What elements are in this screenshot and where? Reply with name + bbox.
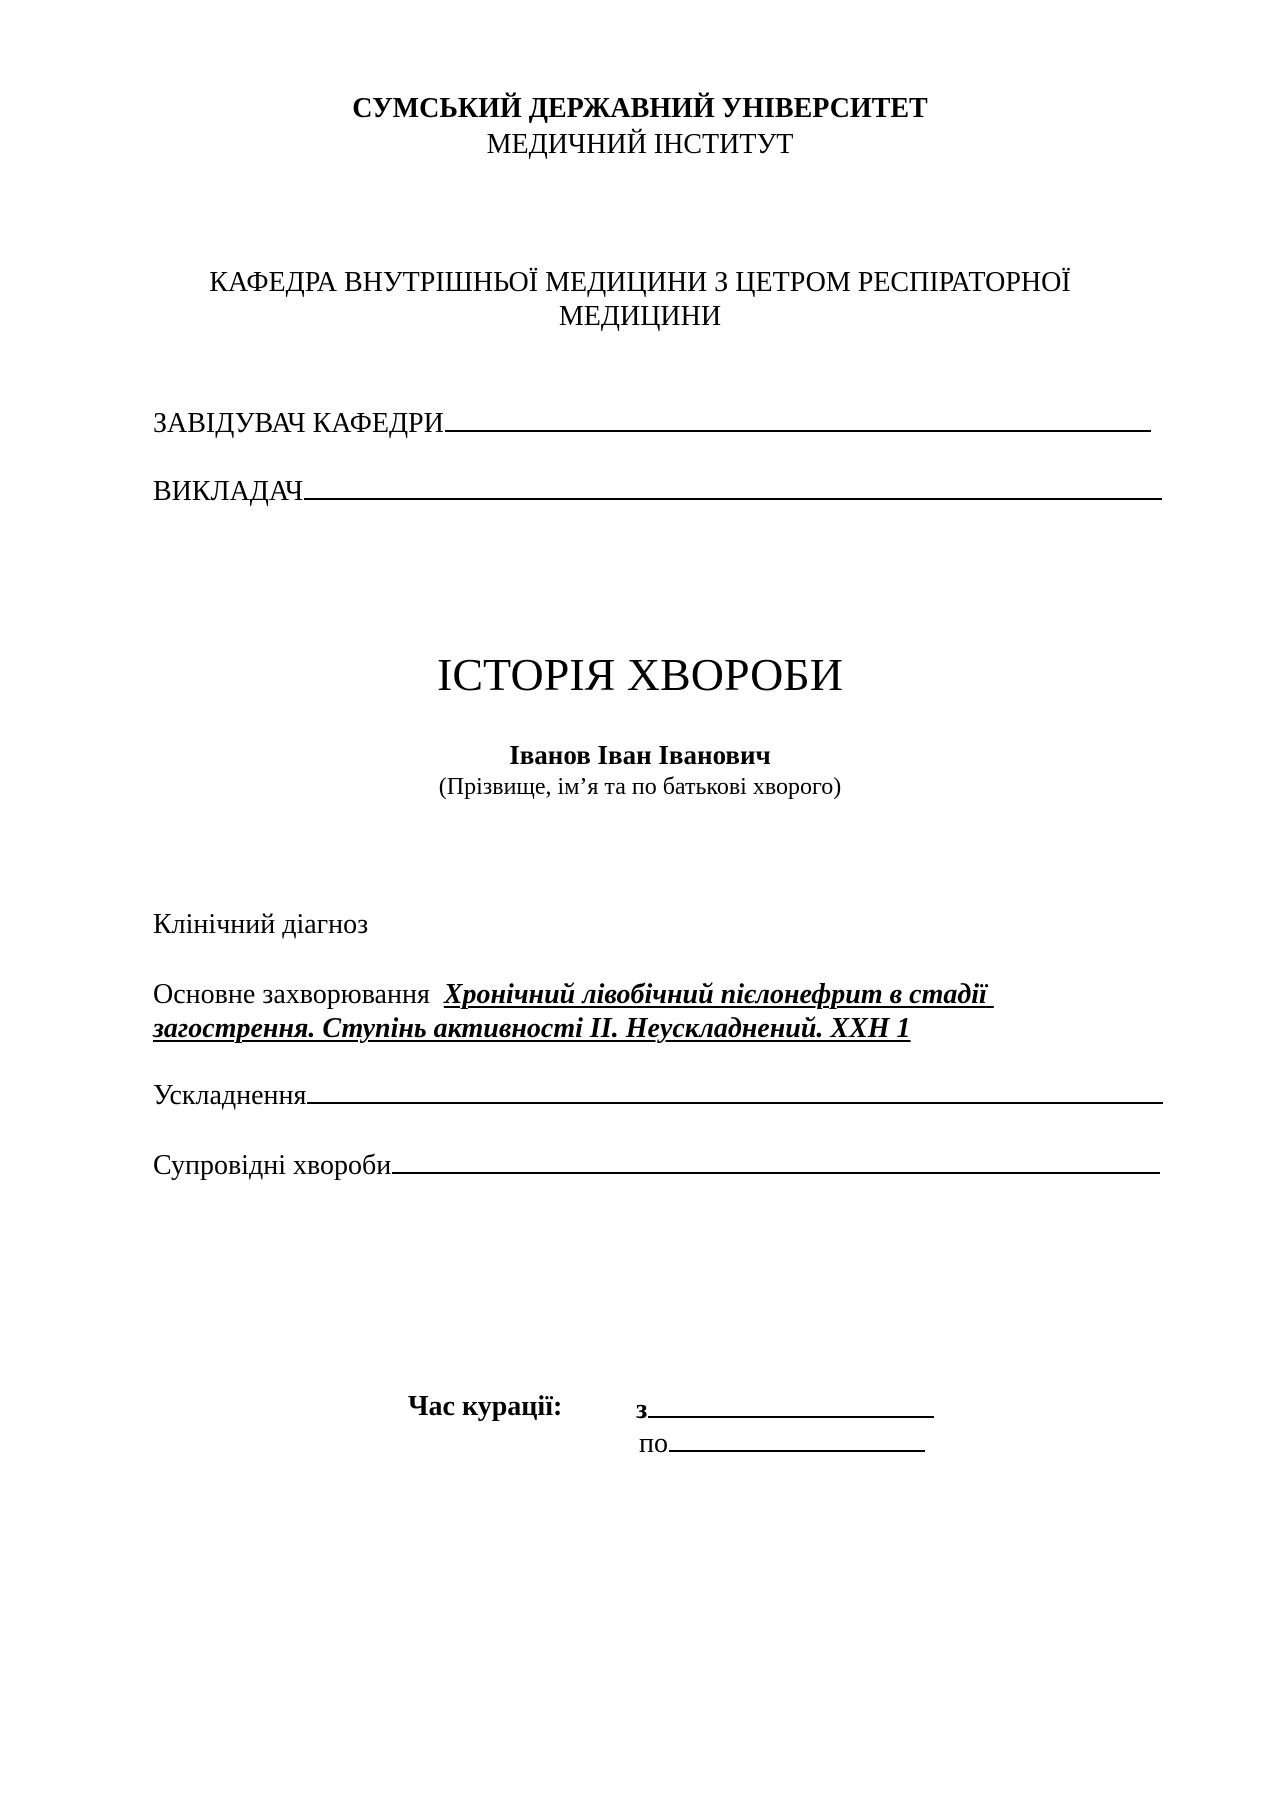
institute-name: МЕДИЧНИЙ ІНСТИТУТ [486, 129, 794, 160]
main-disease-line1 [153, 978, 994, 1012]
university-name: СУМСЬКИЙ ДЕРЖАВНИЙ УНІВЕРСИТЕТ [352, 93, 928, 124]
head-of-department-blank [445, 404, 1151, 432]
department-name-line1: КАФЕДРА ВНУТРІШНЬОЇ МЕДИЦИНИ З ЦЕТРОМ РЕСПІРАТОРНОЇ [209, 267, 1071, 298]
curation-from-blank [648, 1390, 934, 1418]
main-disease-value-line2: загострення. Ступінь активності ІІ. Неускладнений. ХХН 1 [153, 1013, 911, 1044]
head-of-department-field [153, 404, 1151, 441]
patient-name-hint: (Прізвище, ім’я та по батькові хворого) [438, 774, 842, 800]
main-disease-label: Основне захворювання [153, 979, 430, 1010]
main-disease-line2 [153, 1012, 911, 1046]
curation-from-label: з [636, 1394, 648, 1425]
department-name-line2: МЕДИЦИНИ [558, 301, 722, 332]
curation-time-label: Час курації: [408, 1391, 563, 1422]
curation-from-field [636, 1390, 934, 1427]
teacher-field [153, 472, 1162, 509]
complications-field [153, 1076, 1163, 1113]
comorbid-label: Супровідні хвороби [153, 1150, 392, 1181]
teacher-label: ВИКЛАДАЧ [153, 476, 304, 507]
complications-label: Ускладнення [153, 1080, 307, 1111]
teacher-blank [304, 472, 1162, 500]
complications-blank [307, 1076, 1163, 1104]
comorbid-field [153, 1146, 1160, 1183]
page-title: ІСТОРІЯ ХВОРОБИ [437, 649, 843, 700]
curation-to-label: по [639, 1428, 668, 1459]
comorbid-blank [392, 1146, 1160, 1174]
main-disease-value-line1: Хронічний лівобічний пієлонефрит в стадії [443, 979, 987, 1010]
clinical-diagnosis-heading: Клінічний діагноз [153, 909, 369, 940]
head-of-department-label: ЗАВІДУВАЧ КАФЕДРИ [153, 408, 444, 439]
patient-name: Іванов Іван Іванович [509, 740, 771, 770]
curation-to-blank [669, 1424, 925, 1452]
curation-to-field [639, 1424, 925, 1461]
